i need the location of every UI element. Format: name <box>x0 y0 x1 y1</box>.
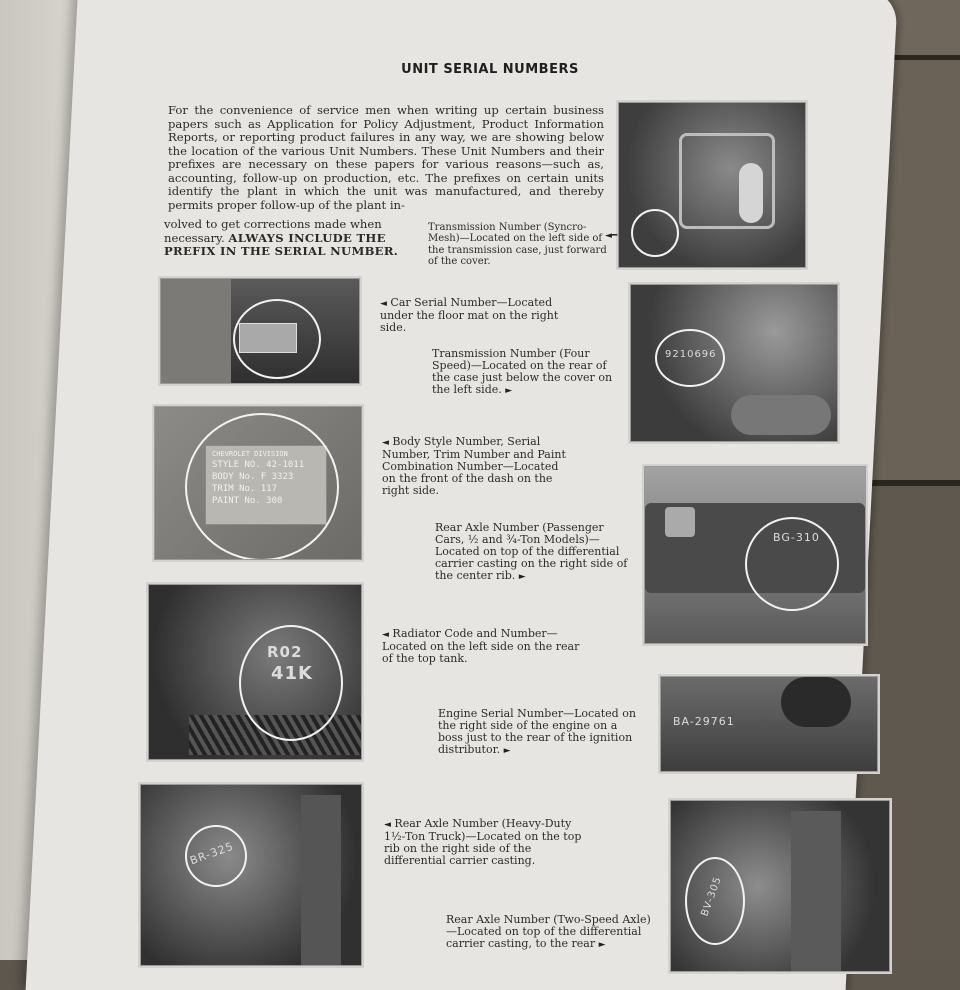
pointer-arrow-icon: ► <box>503 746 511 756</box>
floor-panel <box>161 279 231 383</box>
stamped-code: BR-325 <box>188 839 236 868</box>
photo-rear-axle-two-speed <box>670 800 890 972</box>
photo-transmission-syncro <box>618 102 806 268</box>
caption-text: Transmission Number (Four Speed)—Located on the rear of the case just below the cover on the left side. <box>432 347 613 396</box>
case-cover <box>731 395 831 435</box>
plate-line: PAINT No. 308 <box>212 496 283 506</box>
caption-rear-axle-heavy <box>384 818 594 867</box>
pointer-arrow-icon: ◄ <box>382 438 389 448</box>
stamped-code: BV-305 <box>699 875 725 918</box>
caption-transmission-syncro <box>428 222 608 268</box>
intro-paragraph-end <box>164 218 418 259</box>
highlight-circle <box>185 413 339 560</box>
caption-rear-axle-two-speed <box>446 914 658 951</box>
caption-text: Car Serial Number—Located under the floor mat on the right side. <box>380 296 559 334</box>
plate-line: TRIM No. 117 <box>212 484 278 494</box>
caption-rear-axle-passenger <box>435 522 631 583</box>
caption-text: Rear Axle Number (Passenger Cars, ½ and ¾-Ton Models)—Located on top of the differential carrier casting on the right side of the center rib. <box>435 521 628 582</box>
carrier-flange <box>301 795 341 965</box>
stamped-code: BG-310 <box>773 531 820 544</box>
photo-radiator <box>148 584 362 760</box>
shift-lever <box>739 163 763 223</box>
plate-line: CHEVROLET DIVISION <box>212 450 288 458</box>
caption-text: Rear Axle Number (Two-Speed Axle)—Located on top of the differential carrier casting, to the rear <box>446 913 651 950</box>
photo-engine-serial <box>660 676 878 772</box>
intro-emphasis: ALWAYS INCLUDE THE PREFIX IN THE SERIAL NUMBER. <box>164 230 399 258</box>
caption-transmission-four <box>432 348 618 397</box>
photo-rear-axle-passenger <box>644 466 866 644</box>
caption-text: Body Style Number, Serial Number, Trim Number and Paint Combination Number—Located on the front of the dash on the right side. <box>382 435 566 497</box>
stamped-code: BA-29761 <box>673 715 735 728</box>
caption-text: Radiator Code and Number—Located on the left side on the rear of the top tank. <box>382 627 580 665</box>
plate-line: BODY No. F 3323 <box>212 472 294 482</box>
caption-text: Engine Serial Number—Located on the right side of the engine on a boss just to the rear of the ignition distributor. <box>438 707 636 756</box>
caption-body-style <box>382 436 572 497</box>
pointer-arrow-icon: ◄ <box>382 630 389 640</box>
distributor <box>781 677 851 727</box>
intro-end-text: volved to get corrections made when necessary. <box>164 217 382 245</box>
caption-car-serial <box>380 297 566 334</box>
caption-text: Rear Axle Number (Heavy-Duty 1½-Ton Truck)—Located on the top rib on the right side of the differential carrier casting. <box>384 817 582 867</box>
carrier-casting <box>791 811 841 971</box>
plate-line: STYLE NO. 42-1011 <box>212 460 305 470</box>
stamped-code: 41K <box>271 663 313 684</box>
photo-transmission-four <box>630 284 838 442</box>
page-title: UNIT SERIAL NUMBERS <box>401 62 579 77</box>
photo-rear-axle-heavy <box>140 784 362 966</box>
caption-radiator <box>382 628 582 665</box>
caption-text: Transmission Number (Syncro-Mesh)—Located on the left side of the transmission case, just forward of the cover. <box>428 222 607 268</box>
caption-engine-serial <box>438 708 644 757</box>
stamped-code: R02 <box>267 643 303 661</box>
highlight-circle <box>631 209 679 257</box>
pointer-arrow-icon: ◄ <box>384 820 391 830</box>
bolt-head <box>665 507 695 537</box>
pointer-arrow-icon: ► <box>505 386 513 396</box>
photo-body-plate <box>154 406 362 560</box>
pointer-arrow-icon: ◄ <box>380 299 387 309</box>
stamped-code: 9210696 <box>665 349 717 360</box>
pointer-arrow-icon: ► <box>598 940 606 950</box>
highlight-circle <box>233 299 321 379</box>
photo-car-serial <box>160 278 360 384</box>
pointer-arrow-icon: ◄━ <box>605 231 618 241</box>
intro-paragraph: For the convenience of service men when writing up certain business papers such as Application for Policy Adjustment, Product Information Reports, or reporting product failures in any way, we are showing below the location of the various Unit Numbers. These Unit Numbers and their prefixes are necessary on these papers for various reasons—such as, accounting, follow-up on production, etc. The prefixes on certain units identify the plant in which the unit was manufactured, and thereby permits proper follow-up of the plant in- <box>168 103 604 212</box>
pointer-arrow-icon: ► <box>518 572 526 582</box>
